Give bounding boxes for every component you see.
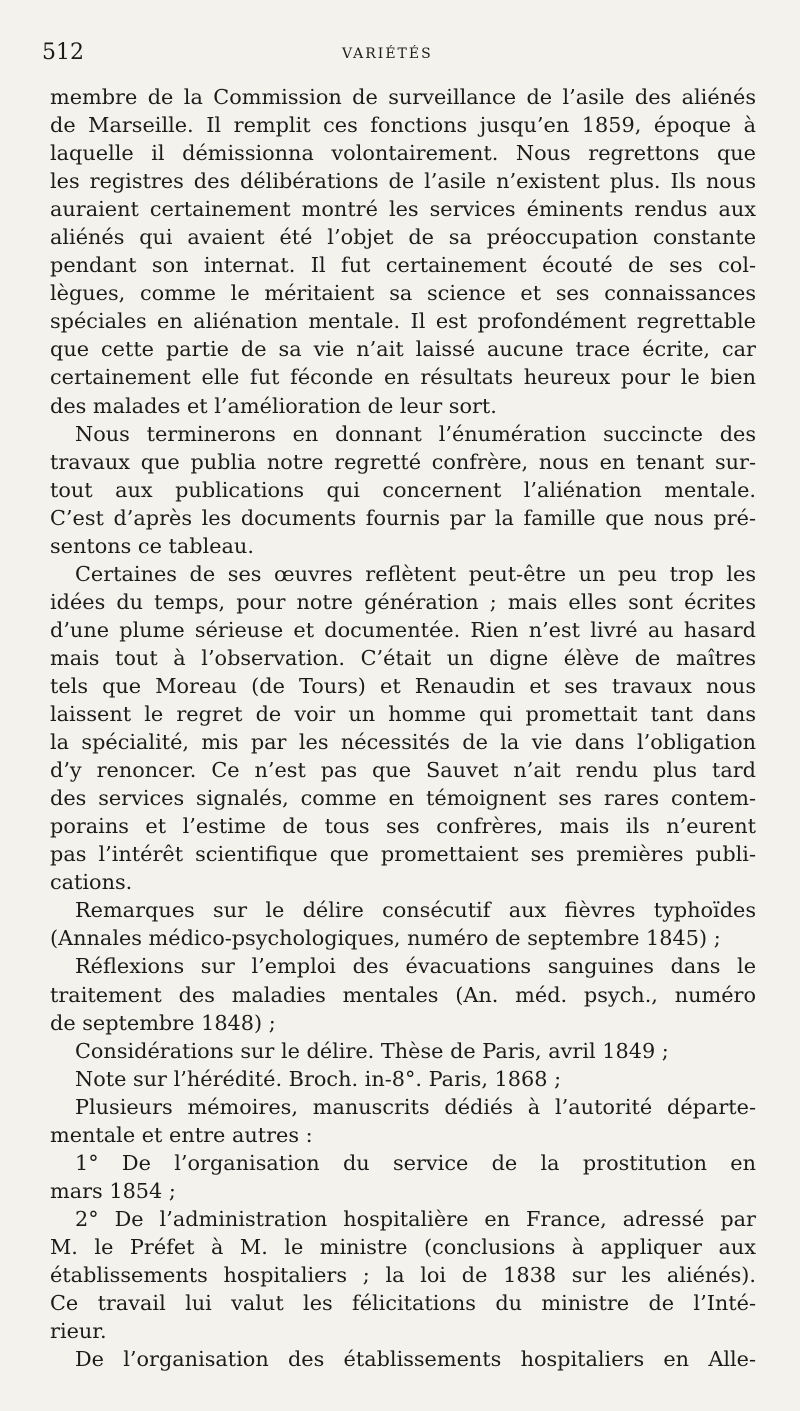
text-line: certainement elle fut féconde en résultats heureux pour le bien <box>50 365 756 390</box>
text-line: pendant son internat. Il fut certainement écouté de ses col- <box>50 253 756 278</box>
text-line: tels que Moreau (de Tours) et Renaudin et ses travaux nous <box>50 673 756 698</box>
text-line: travaux que publia notre regretté confrère, nous en tenant sur- <box>50 449 756 474</box>
text-line: tout aux publications qui concernent l’aliénation mentale. <box>50 477 756 502</box>
text-line: spéciales en aliénation mentale. Il est profondément regrettable <box>50 309 756 334</box>
text-line: aliénés qui avaient été l’objet de sa préoccupation constante <box>50 225 756 250</box>
text-line: 2° De l’administration hospitalière en France, adressé par <box>75 1206 756 1231</box>
body-text <box>50 83 756 1373</box>
text-line: De l’organisation des établissements hospitaliers en Alle- <box>75 1347 756 1372</box>
text-line: de septembre 1848) ; <box>50 1010 276 1035</box>
text-line: membre de la Commission de surveillance de l’asile des aliénés <box>50 85 756 109</box>
text-line: Note sur l’hérédité. Broch. in-8°. Paris, 1868 ; <box>75 1066 562 1091</box>
text-line: lègues, comme le méritaient sa science et ses connaissances <box>50 281 756 306</box>
text-line: mais tout à l’observation. C’était un digne élève de maîtres <box>50 645 756 670</box>
text-line: les registres des délibérations de l’asile n’existent plus. Ils nous <box>50 169 756 194</box>
text-line: d’y renoncer. Ce n’est pas que Sauvet n’ait rendu plus tard <box>50 758 756 783</box>
text-line: 1° De l’organisation du service de la prostitution en <box>75 1150 756 1175</box>
text-line: Remarques sur le délire consécutif aux fièvres typhoïdes <box>75 898 756 923</box>
page-header <box>42 40 755 76</box>
running-title: VARIÉTÉS <box>342 46 433 62</box>
text-line: Certaines de ses œuvres reflètent peut-être un peu trop les <box>75 561 756 586</box>
text-line: laissent le regret de voir un homme qui promettait tant dans <box>50 702 756 727</box>
text-line: que cette partie de sa vie n’ait laissé aucune trace écrite, car <box>50 337 756 362</box>
text-line: auraient certainement montré les services éminents rendus aux <box>50 197 756 222</box>
text-line: M. le Préfet à M. le ministre (conclusions à appliquer aux <box>50 1234 756 1259</box>
text-line: d’une plume sérieuse et documentée. Rien n’est livré au hasard <box>50 617 756 642</box>
text-line: rieur. <box>50 1319 107 1344</box>
text-line: cations. <box>50 870 133 895</box>
text-line: sentons ce tableau. <box>50 533 254 558</box>
text-line: idées du temps, pour notre génération ; mais elles sont écrites <box>50 589 756 614</box>
text-line: Plusieurs mémoires, manuscrits dédiés à l’autorité départe- <box>75 1094 756 1119</box>
text-line: la spécialité, mis par les nécessités de la vie dans l’obligation <box>50 730 756 755</box>
text-line: Considérations sur le délire. Thèse de Paris, avril 1849 ; <box>75 1038 669 1063</box>
text-line: mentale et entre autres : <box>50 1122 313 1147</box>
text-line: (Annales médico-psychologiques, numéro de septembre 1845) ; <box>50 926 721 951</box>
text-line: Ce travail lui valut les félicitations du ministre de l’Inté- <box>50 1291 756 1316</box>
text-line: des malades et l’amélioration de leur sort. <box>50 393 497 418</box>
text-line: mars 1854 ; <box>50 1178 176 1203</box>
text-line: établissements hospitaliers ; la loi de 1838 sur les aliénés). <box>50 1262 756 1287</box>
text-line: Réflexions sur l’emploi des évacuations sanguines dans le <box>75 954 756 979</box>
text-line: traitement des maladies mentales (An. méd. psych., numéro <box>50 982 756 1007</box>
text-line: de Marseille. Il remplit ces fonctions jusqu’en 1859, époque à <box>50 113 756 138</box>
text-line: porains et l’estime de tous ses confrères, mais ils n’eurent <box>50 814 756 839</box>
text-line: des services signalés, comme en témoignent ses rares contem- <box>50 786 756 811</box>
text-line: Nous terminerons en donnant l’énumération succincte des <box>75 421 756 446</box>
text-line: pas l’intérêt scientifique que promettaient ses premières publi- <box>50 842 756 867</box>
text-line: laquelle il démissionna volontairement. Nous regrettons que <box>50 141 756 166</box>
page-number: 512 <box>42 40 84 65</box>
text-line: C’est d’après les documents fournis par la famille que nous pré- <box>50 505 756 530</box>
